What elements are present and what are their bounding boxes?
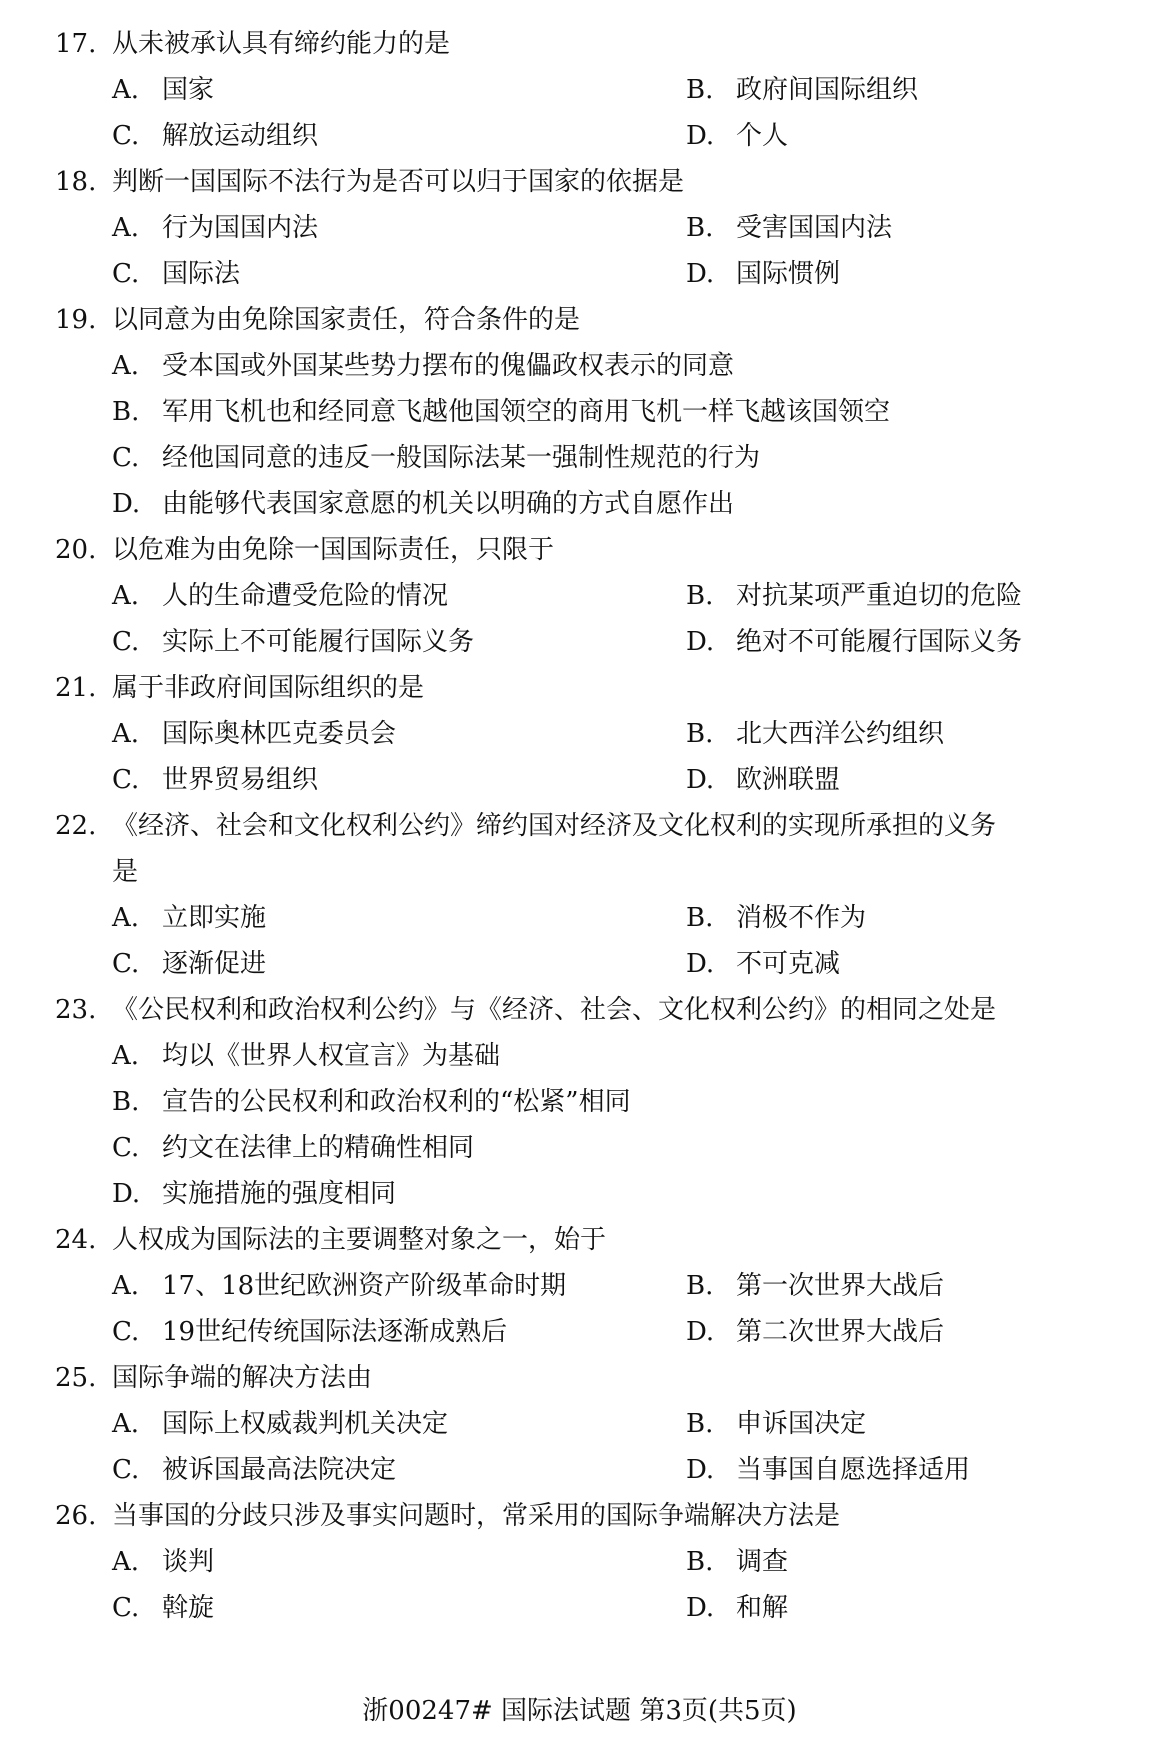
question-22 (0, 803, 1159, 987)
question-text: 以同意为由免除国家责任，符合条件的是 (112, 305, 581, 335)
question-text: 国际争端的解决方法由 (112, 1363, 373, 1393)
question-text: 判断一国国际不法行为是否可以归于国家的依据是 (112, 167, 685, 197)
option-c: C. 约文在法律上的精确性相同 (112, 1133, 475, 1163)
option-a: A. 国际上权威裁判机关决定 (112, 1409, 449, 1439)
option-c: C. 被诉国最高法院决定 (112, 1455, 397, 1485)
question-text: 当事国的分歧只涉及事实问题时，常采用的国际争端解决方法是 (112, 1501, 841, 1531)
option-d: D. 实施措施的强度相同 (112, 1179, 397, 1209)
option-a: A. 国际奥林匹克委员会 (112, 719, 397, 749)
question-text-continued: 是 (112, 857, 139, 887)
question-18 (0, 159, 1159, 297)
option-b: B. 北大西洋公约组织 (686, 719, 945, 749)
question-number: 19. (55, 305, 97, 335)
question-20 (0, 527, 1159, 665)
question-number: 24. (55, 1225, 97, 1255)
question-text: 以危难为由免除一国国际责任，只限于 (112, 535, 555, 565)
question-number: 22. (55, 811, 97, 841)
option-a: A. 17、18世纪欧洲资产阶级革命时期 (112, 1271, 567, 1301)
question-text: 《公民权利和政治权利公约》与《经济、社会、文化权利公约》的相同之处是 (112, 995, 997, 1025)
page-footer: 浙00247# 国际法试题 第3页(共5页) (362, 1696, 797, 1726)
option-c: C. 19世纪传统国际法逐渐成熟后 (112, 1317, 508, 1347)
option-a: A. 国家 (112, 75, 215, 105)
question-text: 从未被承认具有缔约能力的是 (112, 29, 451, 59)
option-c: C. 斡旋 (112, 1593, 215, 1623)
option-c: C. 国际法 (112, 259, 241, 289)
option-c: C. 世界贸易组织 (112, 765, 319, 795)
question-number: 25. (55, 1363, 97, 1393)
option-d: D. 不可克减 (686, 949, 841, 979)
question-21 (0, 665, 1159, 803)
question-text: 《经济、社会和文化权利公约》缔约国对经济及文化权利的实现所承担的义务 (112, 811, 997, 841)
option-b: B. 受害国国内法 (686, 213, 893, 243)
option-d: D. 绝对不可能履行国际义务 (686, 627, 1023, 657)
option-c: C. 解放运动组织 (112, 121, 319, 151)
question-number: 18. (55, 167, 97, 197)
option-a: A. 立即实施 (112, 903, 267, 933)
option-b: B. 宣告的公民权利和政治权利的“松紧”相同 (112, 1087, 631, 1117)
question-number: 21. (55, 673, 97, 703)
option-d: D. 第二次世界大战后 (686, 1317, 945, 1347)
question-25 (0, 1355, 1159, 1493)
option-d: D. 由能够代表国家意愿的机关以明确的方式自愿作出 (112, 489, 735, 519)
option-a: A. 行为国国内法 (112, 213, 319, 243)
option-d: D. 欧洲联盟 (686, 765, 841, 795)
question-number: 23. (55, 995, 97, 1025)
option-c: C. 实际上不可能履行国际义务 (112, 627, 475, 657)
option-b: B. 调查 (686, 1547, 789, 1577)
option-c: C. 逐渐促进 (112, 949, 267, 979)
question-17 (0, 21, 1159, 159)
question-19 (0, 297, 1159, 527)
option-b: B. 军用飞机也和经同意飞越他国领空的商用飞机一样飞越该国领空 (112, 397, 891, 427)
option-a: A. 均以《世界人权宣言》为基础 (112, 1041, 501, 1071)
option-c: C. 经他国同意的违反一般国际法某一强制性规范的行为 (112, 443, 761, 473)
option-b: B. 消极不作为 (686, 903, 867, 933)
question-number: 17. (55, 29, 97, 59)
question-text: 人权成为国际法的主要调整对象之一，始于 (112, 1225, 607, 1255)
question-23 (0, 987, 1159, 1217)
question-26 (0, 1493, 1159, 1631)
option-b: B. 对抗某项严重迫切的危险 (686, 581, 1023, 611)
option-a: A. 谈判 (112, 1547, 215, 1577)
option-b: B. 第一次世界大战后 (686, 1271, 945, 1301)
option-d: D. 和解 (686, 1593, 789, 1623)
question-24 (0, 1217, 1159, 1355)
option-d: D. 个人 (686, 121, 789, 151)
option-b: B. 申诉国决定 (686, 1409, 867, 1439)
option-a: A. 人的生命遭受危险的情况 (112, 581, 449, 611)
question-number: 20. (55, 535, 97, 565)
question-number: 26. (55, 1501, 97, 1531)
question-text: 属于非政府间国际组织的是 (112, 673, 425, 703)
option-a: A. 受本国或外国某些势力摆布的傀儡政权表示的同意 (112, 351, 735, 381)
option-b: B. 政府间国际组织 (686, 75, 919, 105)
option-d: D. 国际惯例 (686, 259, 841, 289)
option-d: D. 当事国自愿选择适用 (686, 1455, 971, 1485)
